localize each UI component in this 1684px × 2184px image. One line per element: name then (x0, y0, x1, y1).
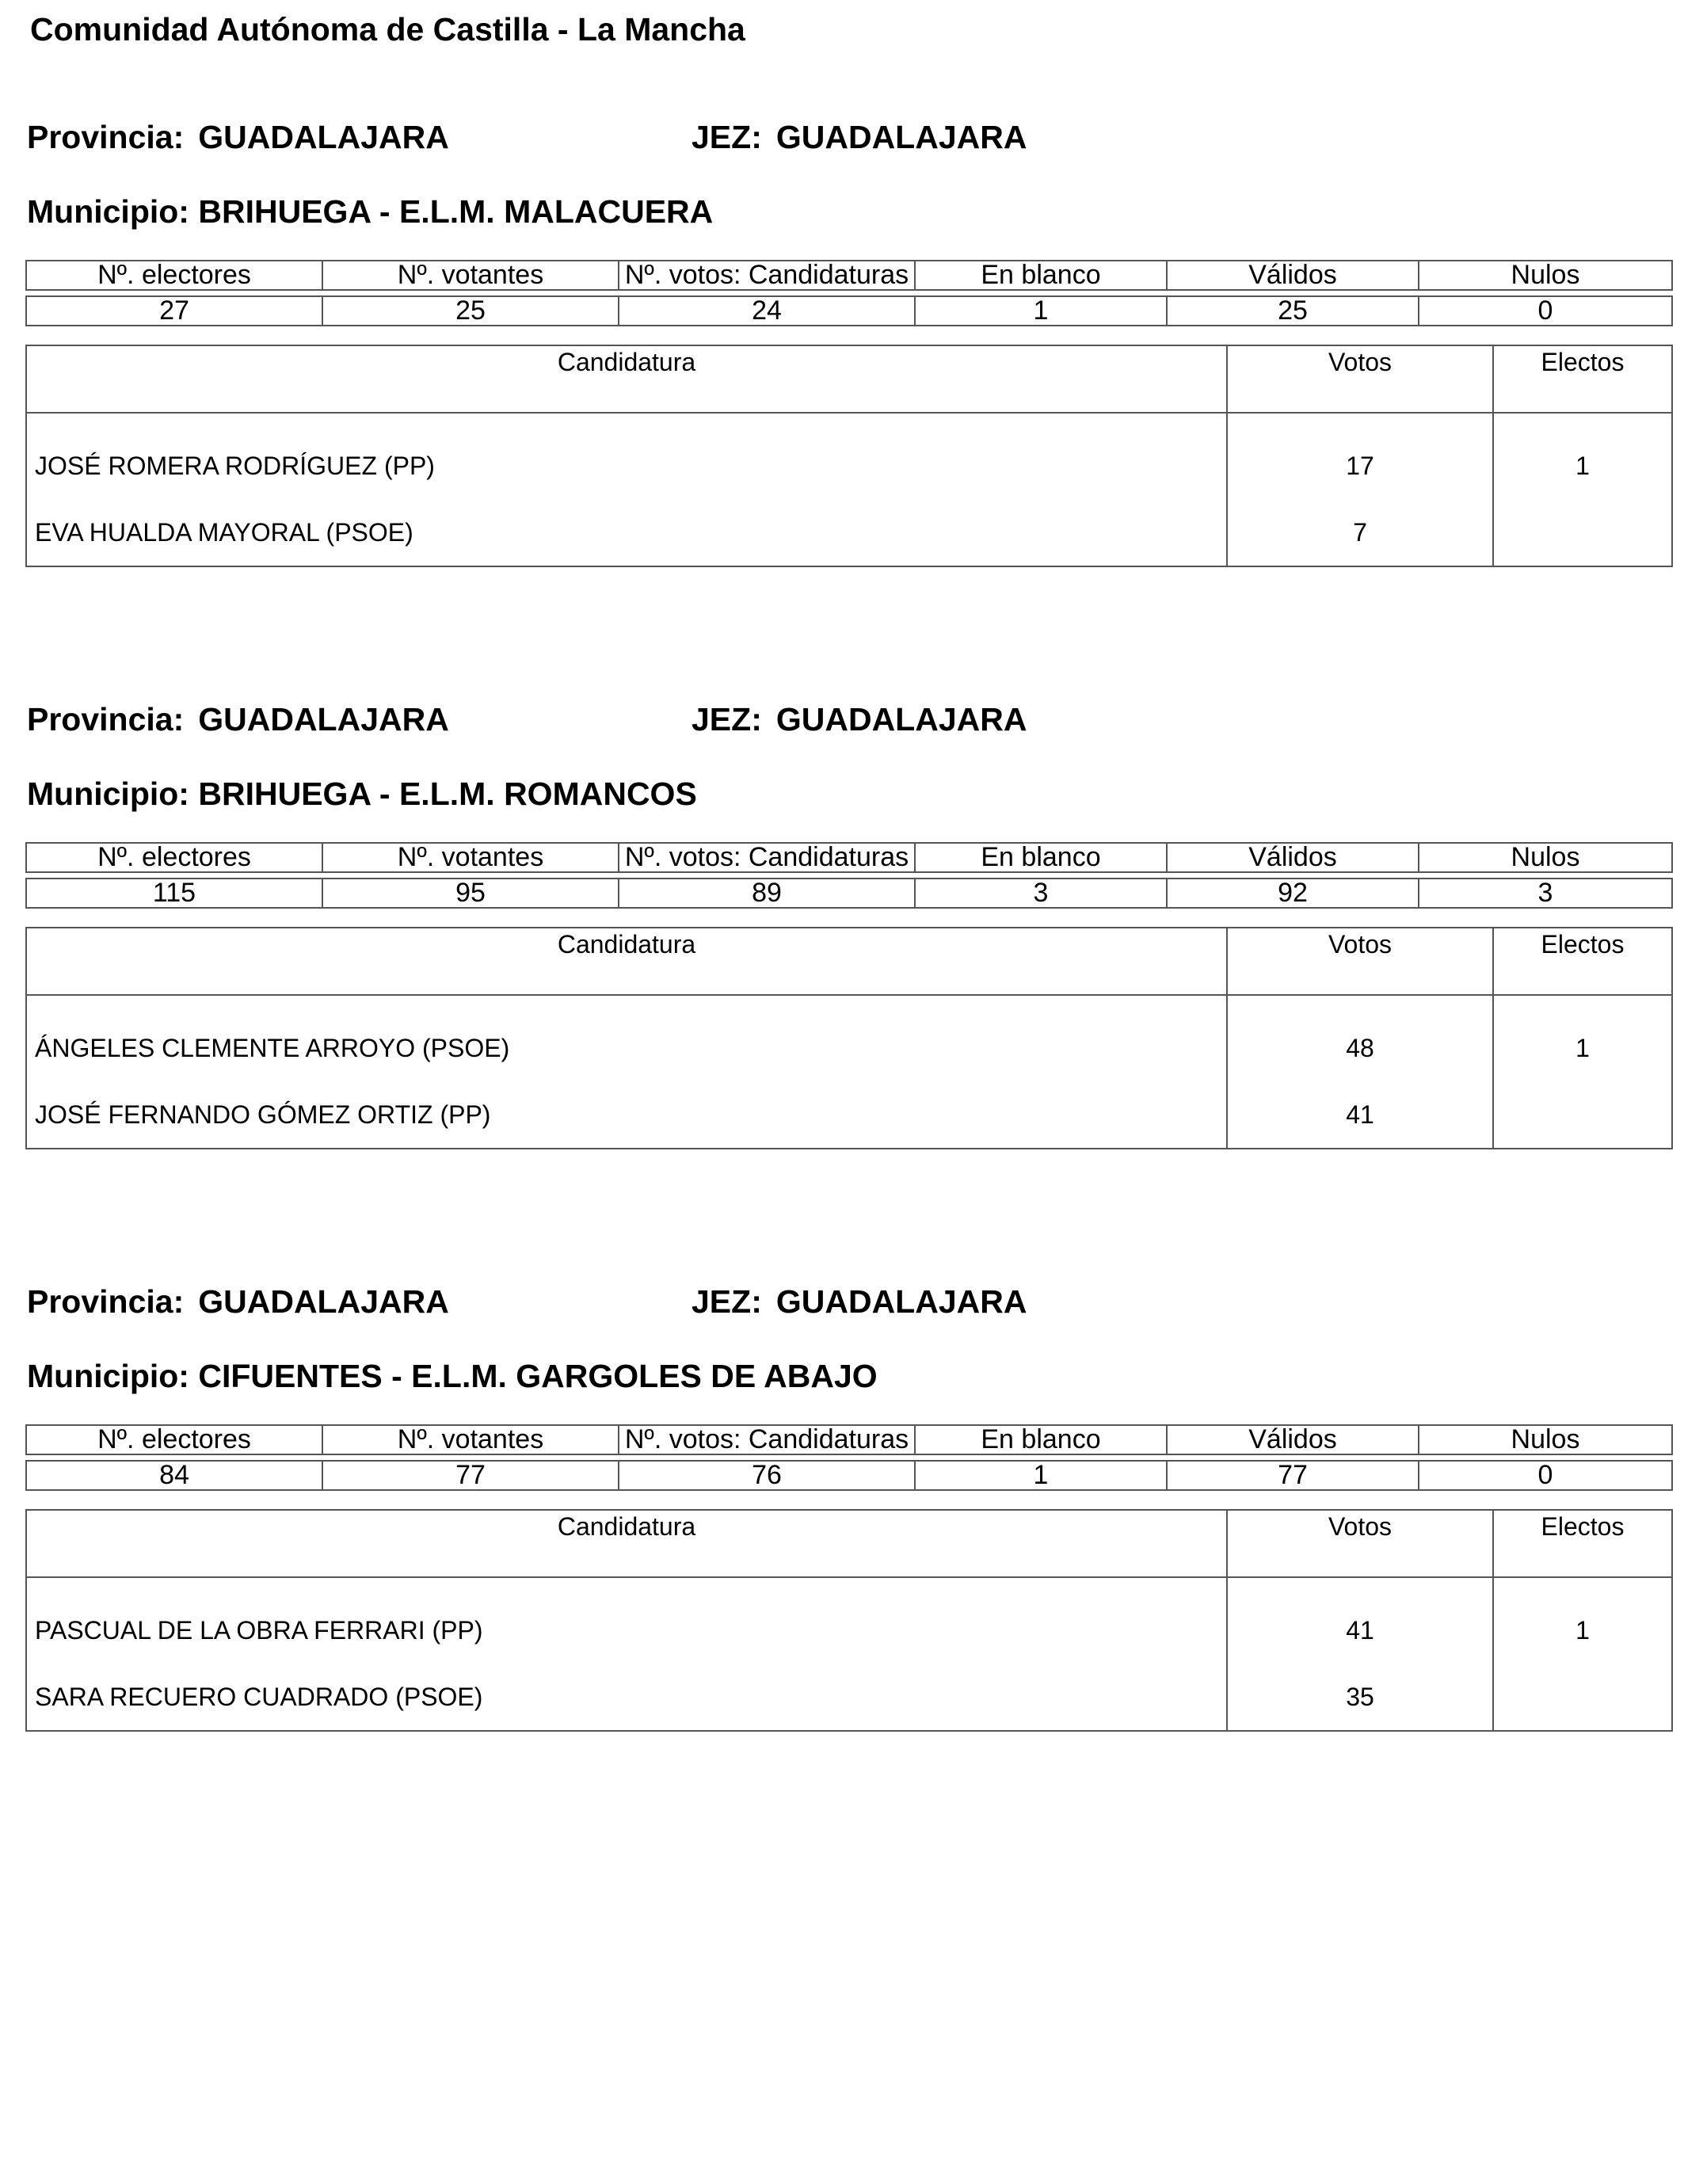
header-electores: Nº. electores (26, 843, 322, 872)
header-votantes: Nº. votantes (322, 261, 619, 290)
header-nulos: Nulos (1419, 261, 1672, 290)
jez-line (692, 701, 1027, 738)
candidates-table (25, 345, 1673, 567)
header-en-blanco: En blanco (915, 261, 1167, 290)
provincia-label: Provincia: (27, 701, 185, 738)
stats-table (25, 842, 1673, 909)
value-electores: 115 (26, 879, 322, 908)
municipio-line (27, 193, 713, 231)
value-votantes: 25 (322, 296, 619, 326)
value-en-blanco: 3 (915, 879, 1167, 908)
stats-values-row (26, 879, 1672, 908)
candidate-row (26, 1664, 1672, 1731)
candidate-row (26, 413, 1672, 499)
header-votos: Votos (1227, 928, 1493, 995)
candidates-header-row (26, 928, 1672, 995)
header-electos: Electos (1493, 1510, 1672, 1577)
provincia-line (27, 701, 449, 738)
election-section (0, 701, 1684, 1303)
header-en-blanco: En blanco (915, 1425, 1167, 1454)
value-votos-candidaturas: 24 (619, 296, 915, 326)
candidate-row (26, 499, 1672, 566)
candidate-votos: 35 (1227, 1664, 1493, 1731)
jez-value: GUADALAJARA (775, 701, 1027, 738)
candidate-electos (1493, 499, 1672, 566)
value-votantes: 77 (322, 1461, 619, 1490)
candidate-name: ÁNGELES CLEMENTE ARROYO (PSOE) (26, 995, 1227, 1081)
election-section (0, 1283, 1684, 1885)
stats-table (25, 260, 1673, 326)
candidate-votos: 7 (1227, 499, 1493, 566)
candidate-electos (1493, 1664, 1672, 1731)
candidate-electos: 1 (1493, 995, 1672, 1081)
header-candidatura: Candidatura (26, 345, 1227, 413)
stats-values-row (26, 296, 1672, 326)
municipio-label: Municipio: (27, 193, 189, 230)
header-validos: Válidos (1167, 1425, 1419, 1454)
provincia-value: GUADALAJARA (198, 701, 449, 738)
candidate-electos: 1 (1493, 1577, 1672, 1664)
stats-values-row (26, 1461, 1672, 1490)
provincia-line (27, 1283, 449, 1321)
municipio-label: Municipio: (27, 1358, 189, 1394)
jez-label: JEZ: (692, 119, 762, 155)
candidate-electos: 1 (1493, 413, 1672, 499)
candidates-header-row (26, 1510, 1672, 1577)
provincia-line (27, 119, 449, 156)
candidate-name: JOSÉ ROMERA RODRÍGUEZ (PP) (26, 413, 1227, 499)
provincia-value: GUADALAJARA (198, 119, 449, 155)
candidate-electos (1493, 1081, 1672, 1149)
header-electos: Electos (1493, 928, 1672, 995)
candidate-votos: 48 (1227, 995, 1493, 1081)
jez-line (692, 1283, 1027, 1321)
value-electores: 27 (26, 296, 322, 326)
stats-table (25, 1424, 1673, 1491)
value-validos: 92 (1167, 879, 1419, 908)
value-validos: 77 (1167, 1461, 1419, 1490)
jez-label: JEZ: (692, 701, 762, 738)
candidate-votos: 41 (1227, 1081, 1493, 1149)
election-section (0, 119, 1684, 721)
header-candidatura: Candidatura (26, 1510, 1227, 1577)
candidates-table (25, 927, 1673, 1149)
value-nulos: 3 (1419, 879, 1672, 908)
stats-header-row (26, 843, 1672, 872)
header-votos: Votos (1227, 345, 1493, 413)
jez-value: GUADALAJARA (775, 1283, 1027, 1320)
header-validos: Válidos (1167, 261, 1419, 290)
municipio-line (27, 1358, 878, 1395)
candidate-row (26, 995, 1672, 1081)
municipio-label: Municipio: (27, 776, 189, 812)
header-votos: Votos (1227, 1510, 1493, 1577)
value-nulos: 0 (1419, 296, 1672, 326)
candidate-row (26, 1081, 1672, 1149)
municipio-value: CIFUENTES - E.L.M. GARGOLES DE ABAJO (198, 1358, 878, 1394)
candidate-votos: 41 (1227, 1577, 1493, 1664)
jez-value: GUADALAJARA (775, 119, 1027, 155)
header-nulos: Nulos (1419, 1425, 1672, 1454)
header-votantes: Nº. votantes (322, 1425, 619, 1454)
provincia-label: Provincia: (27, 1283, 185, 1320)
jez-label: JEZ: (692, 1283, 762, 1320)
candidates-table (25, 1509, 1673, 1732)
value-en-blanco: 1 (915, 296, 1167, 326)
candidate-row (26, 1577, 1672, 1664)
header-votos-candidaturas: Nº. votos: Candidaturas (619, 843, 915, 872)
header-candidatura: Candidatura (26, 928, 1227, 995)
provincia-label: Provincia: (27, 119, 185, 155)
header-votos-candidaturas: Nº. votos: Candidaturas (619, 261, 915, 290)
candidate-name: EVA HUALDA MAYORAL (PSOE) (26, 499, 1227, 566)
header-en-blanco: En blanco (915, 843, 1167, 872)
candidates-header-row (26, 345, 1672, 413)
header-votos-candidaturas: Nº. votos: Candidaturas (619, 1425, 915, 1454)
header-electores: Nº. electores (26, 1425, 322, 1454)
jez-line (692, 119, 1027, 156)
candidate-name: PASCUAL DE LA OBRA FERRARI (PP) (26, 1577, 1227, 1664)
header-nulos: Nulos (1419, 843, 1672, 872)
municipio-value: BRIHUEGA - E.L.M. MALACUERA (198, 193, 714, 230)
value-votos-candidaturas: 89 (619, 879, 915, 908)
value-nulos: 0 (1419, 1461, 1672, 1490)
provincia-value: GUADALAJARA (198, 1283, 449, 1320)
document-title: Comunidad Autónoma de Castilla - La Mancha (30, 11, 745, 48)
stats-header-row (26, 1425, 1672, 1454)
value-votos-candidaturas: 76 (619, 1461, 915, 1490)
candidate-votos: 17 (1227, 413, 1493, 499)
header-validos: Válidos (1167, 843, 1419, 872)
candidate-name: SARA RECUERO CUADRADO (PSOE) (26, 1664, 1227, 1731)
municipio-line (27, 776, 697, 813)
header-electos: Electos (1493, 345, 1672, 413)
header-votantes: Nº. votantes (322, 843, 619, 872)
candidate-name: JOSÉ FERNANDO GÓMEZ ORTIZ (PP) (26, 1081, 1227, 1149)
value-en-blanco: 1 (915, 1461, 1167, 1490)
municipio-value: BRIHUEGA - E.L.M. ROMANCOS (198, 776, 697, 812)
value-validos: 25 (1167, 296, 1419, 326)
stats-header-row (26, 261, 1672, 290)
header-electores: Nº. electores (26, 261, 322, 290)
value-votantes: 95 (322, 879, 619, 908)
value-electores: 84 (26, 1461, 322, 1490)
